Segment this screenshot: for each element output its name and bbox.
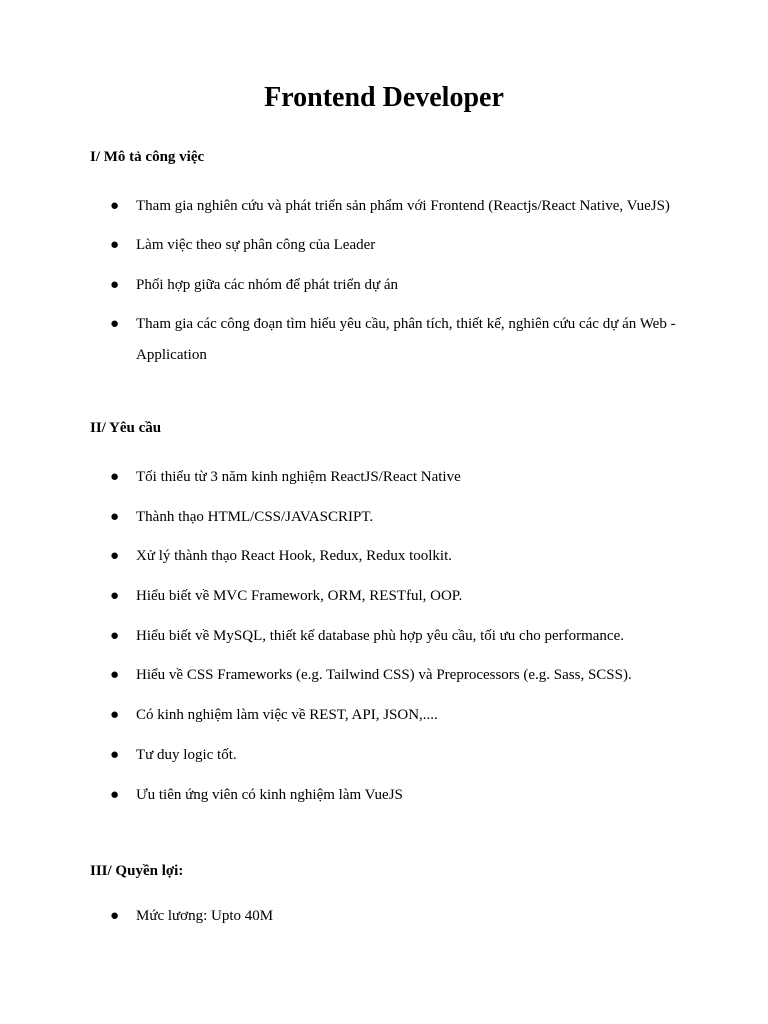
list-item-text: Hiểu biết về MySQL, thiết kế database phù hợp yêu cầu, tối ưu cho performance.	[136, 628, 624, 644]
bullet-icon	[110, 309, 119, 340]
list-item-text: Làm việc theo sự phân công của Leader	[136, 237, 376, 253]
bullet-icon	[110, 740, 119, 771]
list-item	[110, 700, 690, 731]
requirements-list	[110, 462, 690, 811]
bullet-icon	[110, 502, 119, 533]
list-item	[110, 462, 690, 493]
bullet-icon	[110, 541, 119, 572]
list-item	[110, 901, 690, 932]
list-item-text: Hiểu biết về MVC Framework, ORM, RESTful, OOP.	[136, 588, 463, 604]
section-heading-job-description: I/ Mô tả công việc	[90, 149, 205, 165]
list-item	[110, 780, 690, 811]
list-item	[110, 502, 690, 533]
list-item	[110, 660, 690, 691]
list-item	[110, 309, 690, 371]
list-item-text: Ưu tiên ứng viên có kinh nghiệm làm VueJS	[136, 787, 403, 803]
section-heading-requirements: II/ Yêu cầu	[90, 420, 162, 436]
bullet-icon	[110, 660, 119, 691]
job-description-list	[110, 191, 690, 371]
bullet-icon	[110, 901, 119, 932]
list-item-text: Tư duy logic tốt.	[136, 747, 237, 763]
list-item-text: Tham gia các công đoạn tìm hiểu yêu cầu, phân tích, thiết kế, nghiên cứu các dự án Web - Application	[136, 316, 676, 363]
list-item	[110, 230, 690, 261]
list-item-text: Tối thiểu từ 3 năm kinh nghiệm ReactJS/React Native	[136, 469, 461, 485]
list-item-text: Xử lý thành thạo React Hook, Redux, Redux toolkit.	[136, 548, 453, 564]
list-item	[110, 541, 690, 572]
list-item-text: Hiểu về CSS Frameworks (e.g. Tailwind CSS) và Preprocessors (e.g. Sass, SCSS).	[136, 667, 632, 683]
list-item-text: Thành thạo HTML/CSS/JAVASCRIPT.	[136, 509, 374, 525]
benefits-list	[110, 901, 690, 932]
bullet-icon	[110, 621, 119, 652]
bullet-icon	[110, 270, 119, 301]
bullet-icon	[110, 191, 119, 222]
bullet-icon	[110, 581, 119, 612]
list-item	[110, 270, 690, 301]
list-item-text: Mức lương: Upto 40M	[136, 908, 274, 924]
bullet-icon	[110, 230, 119, 261]
page-title: Frontend Developer	[264, 82, 504, 113]
list-item	[110, 621, 690, 652]
bullet-icon	[110, 462, 119, 493]
bullet-icon	[110, 700, 119, 731]
list-item-text: Có kinh nghiệm làm việc về REST, API, JSON,....	[136, 707, 438, 723]
list-item	[110, 191, 690, 222]
bullet-icon	[110, 780, 119, 811]
list-item-text: Phối hợp giữa các nhóm để phát triển dự án	[136, 277, 399, 293]
list-item	[110, 740, 690, 771]
list-item	[110, 581, 690, 612]
list-item-text: Tham gia nghiên cứu và phát triển sản phẩm với Frontend (Reactjs/React Native, VueJS)	[136, 198, 670, 214]
section-heading-benefits: III/ Quyền lợi:	[90, 863, 184, 879]
